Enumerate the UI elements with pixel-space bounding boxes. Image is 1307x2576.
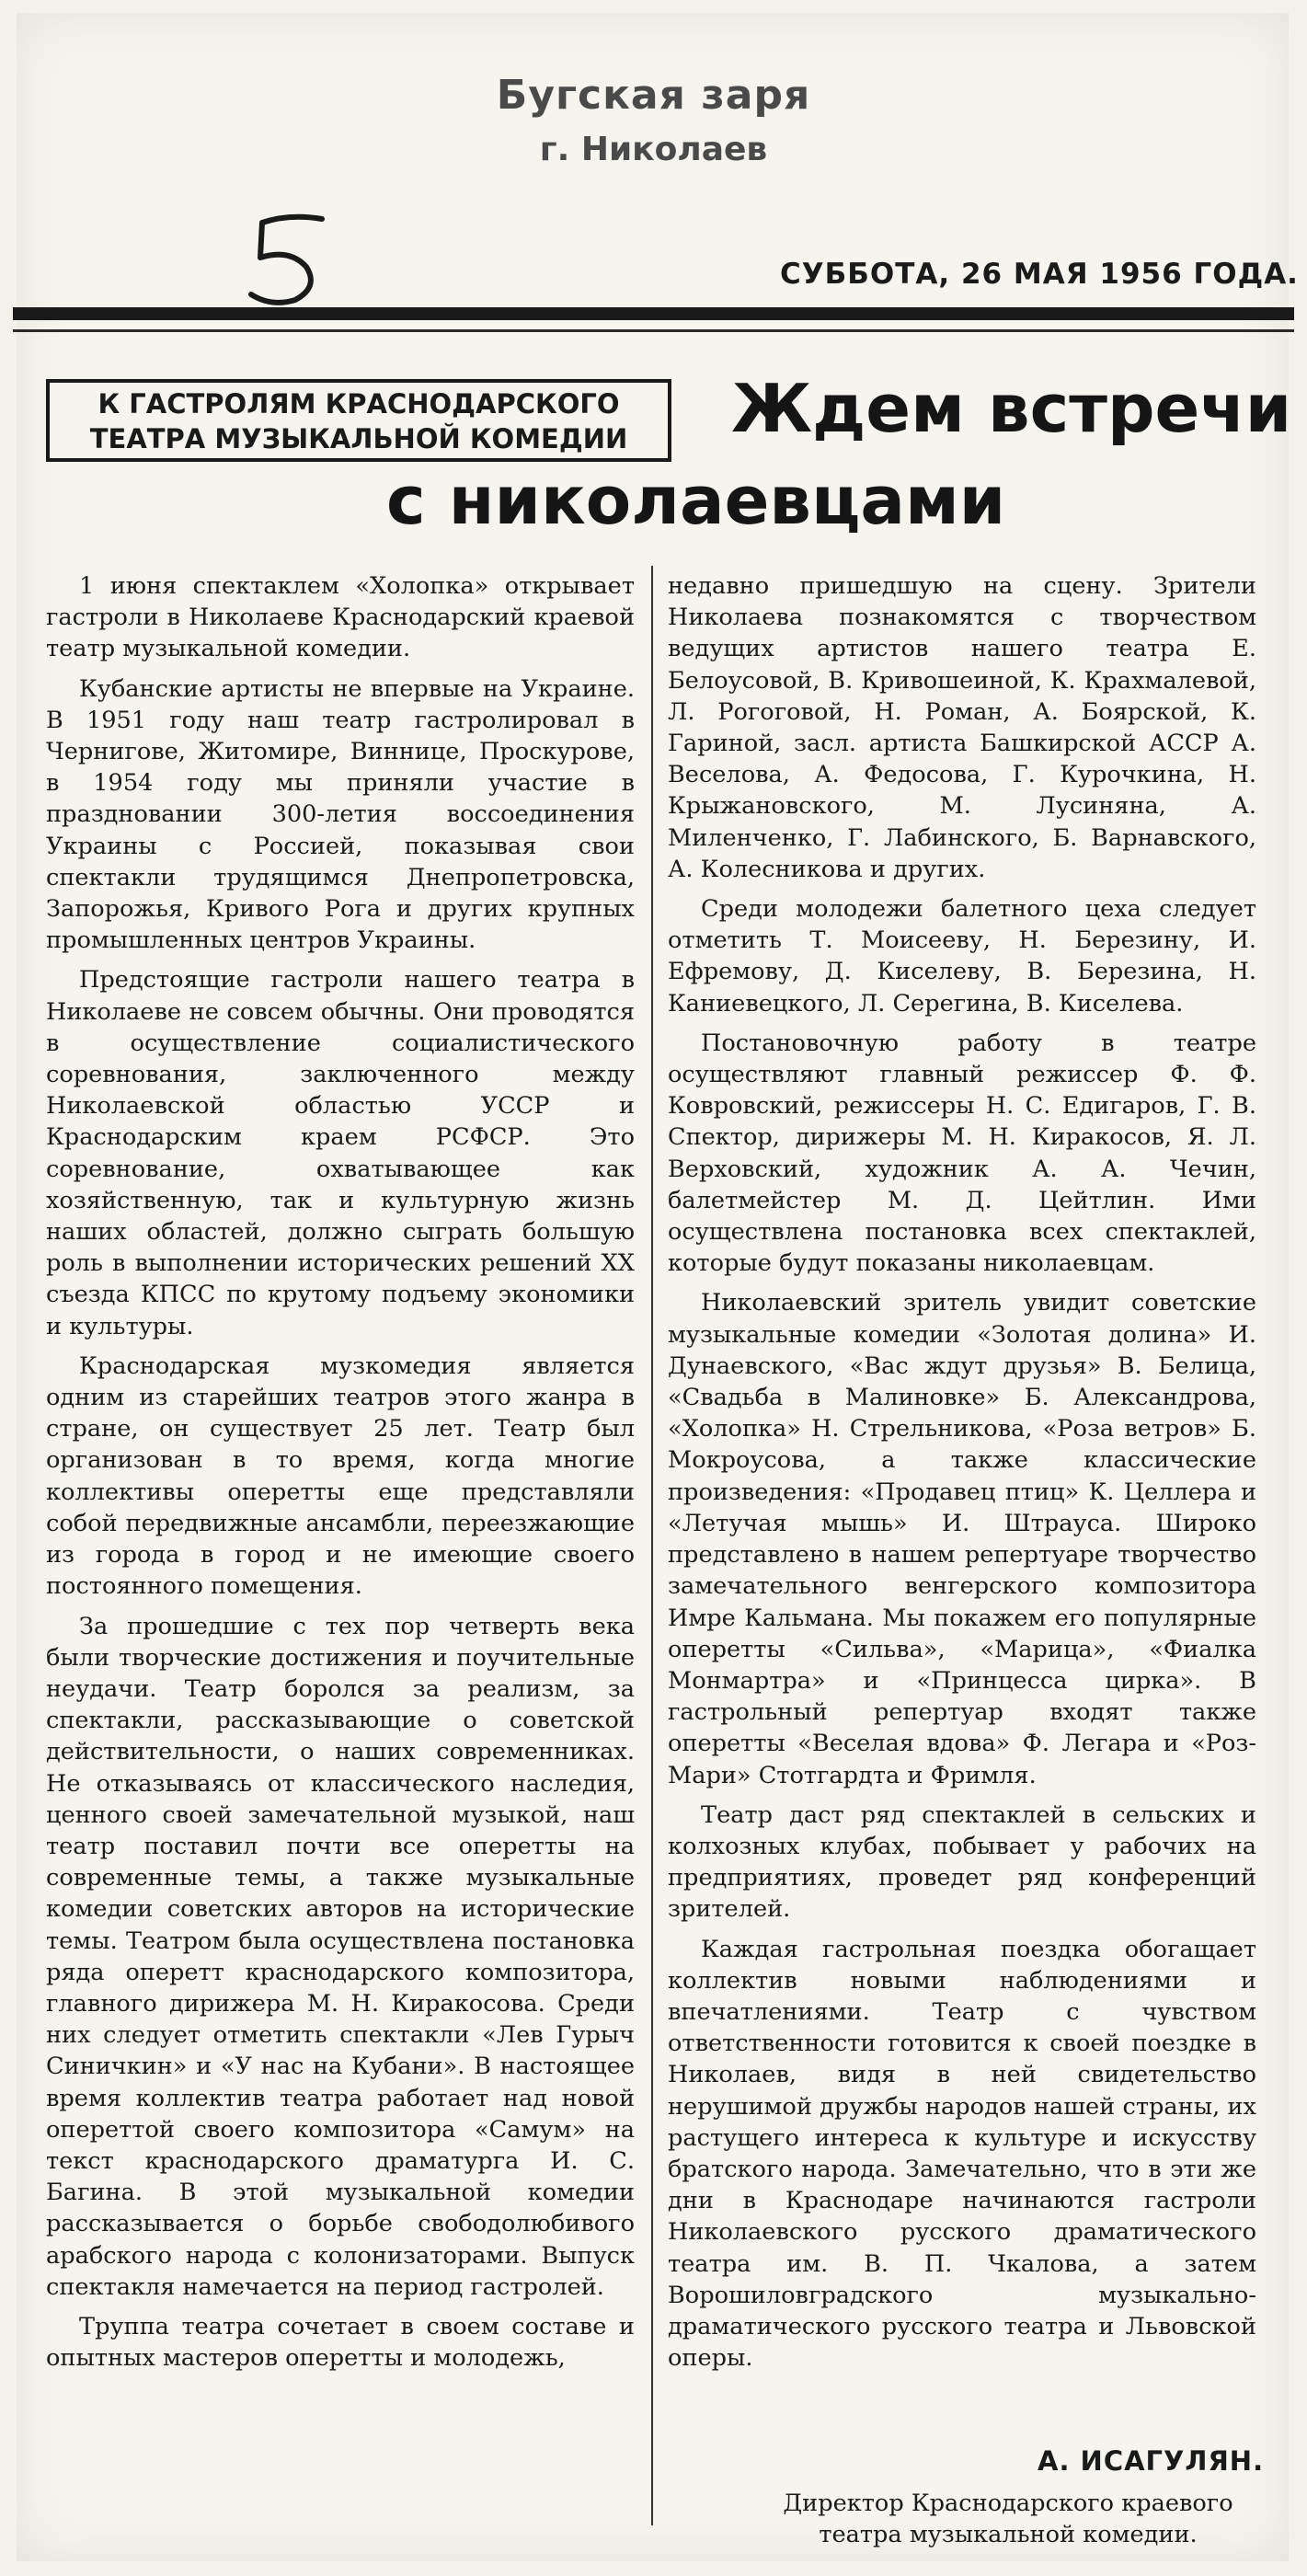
- issue-date: СУББОТА, 26 МАЯ 1956 ГОДА.: [780, 258, 1299, 291]
- handwritten-number-mark: [235, 210, 336, 311]
- article-paragraph: Кубанские артисты не впервые на Украине. В 1951 году наш театр гастролировал в Чернигове, Житомире, Виннице, Проскурове, в 1954 году мы приняли участие в праздновании 300-летия воссоединения Украины с Россией, показывая свои спектакли трудящимся Днепропетровска, Запорожья, Кривого Рога и других крупных промышленных центров Украины.: [46, 674, 635, 955]
- article-paragraph: Предстоящие гастроли нашего театра в Николаеве не совсем обычны. Они проводятся в осуществление социалистического соревнования, заключенного между Николаевской областью УССР и Краснодарским краем РСФСР. Это соревнование, охватывающее как хозяйственную, так и культурную жизнь наших областей, должно сыграть большую роль в выполнении исторических решений XX съезда КПСС по крутому подъему экономики и культуры.: [46, 966, 635, 1340]
- article-paragraph: Николаевский зритель увидит советские музыкальные комедии «Золотая долина» И. Дунаевского, «Вас ждут друзья» В. Белица, «Свадьба в Малиновке» Б. Александрова, «Холопка» Н. Стрельникова, «Роза ветров» Б. Мокроусова, а также классические произведения: «Продавец птиц» К. Целлера и «Летучая мышь» И. Штрауса. Широко представлено в нашем репертуаре творчество замечательного венгерского композитора Имре Кальмана. Мы покажем его популярные оперетты «Сильва», «Марица», «Фиалка Монмартра» и «Принцесса цирка». В гастрольный репертуар входят также оперетты «Веселая вдова» Ф. Легара и «Роз-Мари» Стотгардта и Фримля.: [668, 1289, 1256, 1789]
- article-paragraph: Краснодарская музкомедия является одним из старейших театров этого жанра в стране, он существует 25 лет. Театр был организован в то время, когда многие коллективы оперетты еще представляли собой передвижные ансамбли, переезжающие из города в город и не имеющие своего постоянного помещения.: [46, 1351, 635, 1601]
- author-signature: А. ИСАГУЛЯН.: [1038, 2445, 1265, 2477]
- headline-line-2: с николаевцами: [386, 462, 1006, 539]
- article-paragraph: Среди молодежи балетного цеха следует отметить Т. Моисееву, Н. Березину, И. Ефремову, Д. Киселеву, В. Березина, Н. Каниевецкого, Л. Серегина, В. Киселева.: [668, 895, 1256, 1018]
- author-title-line-1: Директор Краснодарского краевого: [783, 2490, 1233, 2517]
- newspaper-name-stamp: Бугская заря: [496, 72, 811, 119]
- masthead-rule-thin: [13, 329, 1294, 332]
- author-title-line-2: театра музыкальной комедии.: [819, 2521, 1198, 2548]
- article-paragraph: 1 июня спектаклем «Холопка» открывает гастроли в Николаеве Краснодарский краевой театр музыкальной комедии.: [46, 572, 635, 663]
- article-paragraph: Труппа театра сочетает в своем составе и опытных мастеров оперетты и молодежь,: [46, 2312, 635, 2373]
- column-divider: [651, 566, 653, 2525]
- article-paragraph: Постановочную работу в театре осуществляют главный режиссер Ф. Ф. Ковровский, режиссеры Н. С. Едигаров, Г. В. Спектор, дирижеры М. Н. Киракосов, Я. Л. Верховский, художник А. А. Чечин, балетмейстер М. Д. Цейтлин. Ими осуществлена постановка всех спектаклей, которые будут показаны николаевцам.: [668, 1029, 1256, 1278]
- headline-line-1: Ждем встречи: [731, 370, 1292, 447]
- article-column-left: [46, 570, 635, 2382]
- masthead-rule-thick: [13, 307, 1294, 320]
- article-paragraph-continued: недавно пришедшую на сцену. Зрители Николаева познакомятся с творчеством ведущих артистов нашего театра Е. Белоусовой, В. Кривошеиной, К. Крахмалевой, Л. Рогоговой, Н. Роман, А. Боярской, К. Гариной, засл. артиста Башкирской АССР А. Веселова, А. Федосова, Г. Курочкина, Н. Крыжановского, М. Лусиняна, А. Миленченко, Г. Лабинского, Б. Варнавского, А. Колесникова и других.: [668, 572, 1256, 883]
- author-title: [760, 2488, 1256, 2550]
- city-stamp: г. Николаев: [539, 131, 768, 168]
- rubric-line-1: К ГАСТРОЛЯМ КРАСНОДАРСКОГО: [97, 388, 620, 420]
- article-paragraph: Театр даст ряд спектаклей в сельских и колхозных клубах, побывает у рабочих на предприятиях, проведет ряд конференций зрителей.: [668, 1800, 1256, 1924]
- article-paragraph: За прошедшие с тех пор четверть века были творческие достижения и поучительные неудачи. Театр боролся за реализм, за спектакли, рассказывающие о советской действительности, о наших современниках. Не отказываясь от классического наследия, ценного своей замечательной музыкой, наш театр поставил почти все оперетты на современные темы, а также музыкальные комедии советских авторов на исторические темы. Театром была осуществлена постановка ряда оперетт краснодарского композитора, главного дирижера М. Н. Киракосова. Среди них следует отметить спектакли «Лев Гурыч Синичкин» и «У нас на Кубани». В настоящее время коллектив театра работает над новой опереттой своего композитора «Самум» на текст краснодарского драматурга И. С. Багина. В этой музыкальной комедии рассказывается о борьбе свободолюбивого арабского народа с колонизаторами. Выпуск спектакля намечается на период гастролей.: [46, 1612, 635, 2301]
- article-column-right: [668, 570, 1256, 2382]
- article-paragraph: Каждая гастрольная поездка обогащает коллектив новыми наблюдениями и впечатлениями. Театр с чувством ответственности готовится к своей поездке в Николаев, видя в ней свидетельство нерушимой дружбы народов нашей страны, их растущего интереса к культуре и искусству братского народа. Замечательно, что в эти же дни в Краснодаре начинаются гастроли Николаевского русского драматического театра им. В. П. Чкалова, а затем Ворошиловградского музыкально-драматического русского театра и Львовской оперы.: [668, 1935, 1256, 2373]
- article-rubric-box: [46, 379, 671, 462]
- rubric-line-2: ТЕАТРА МУЗЫКАЛЬНОЙ КОМЕДИИ: [89, 423, 628, 454]
